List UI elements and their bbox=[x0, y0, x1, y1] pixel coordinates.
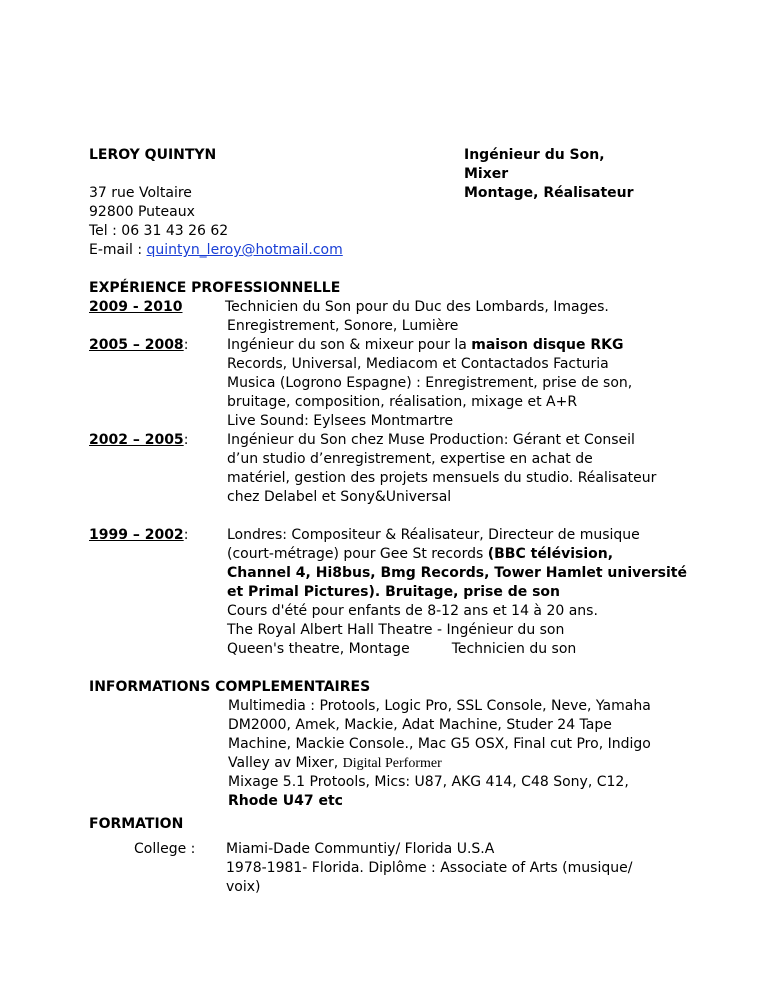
formation-label: College : bbox=[134, 841, 196, 857]
info-line-text: Valley av Mixer, bbox=[228, 755, 343, 771]
entry-date-wrap bbox=[89, 431, 188, 450]
email-line bbox=[89, 241, 343, 260]
entry-date-colon: : bbox=[183, 527, 189, 543]
formation-line: 1978-1981- Florida. Diplôme : Associate of Arts (musique/ bbox=[226, 860, 633, 876]
entry-date-colon: : bbox=[183, 432, 189, 448]
entry-line-text: Ingénieur du son & mixeur pour la bbox=[227, 337, 472, 353]
entry-date-wrap bbox=[89, 336, 188, 355]
entry-date-colon: : bbox=[183, 337, 189, 353]
entry-line: Ingénieur du Son chez Muse Production: Gérant et Conseil bbox=[227, 432, 635, 448]
entry-line-text: Technicien du son bbox=[451, 641, 577, 657]
entry-line bbox=[227, 640, 687, 659]
info-line: Rhode U47 etc bbox=[228, 793, 343, 809]
entry-line-text: Queen's theatre, Montage bbox=[227, 641, 410, 657]
experience-heading: EXPÉRIENCE PROFESSIONNELLE bbox=[89, 280, 341, 296]
entry-line: The Royal Albert Hall Theatre - Ingénieur du son bbox=[227, 622, 565, 638]
entry-line bbox=[227, 545, 687, 564]
entry-line: Londres: Compositeur & Réalisateur, Directeur de musique bbox=[227, 527, 640, 543]
formation-heading: FORMATION bbox=[89, 816, 184, 832]
info-heading: INFORMATIONS COMPLEMENTAIRES bbox=[89, 679, 371, 695]
info-line: DM2000, Amek, Mackie, Adat Machine, Studer 24 Tape bbox=[228, 717, 612, 733]
address-street: 37 rue Voltaire bbox=[89, 185, 192, 201]
entry-description bbox=[227, 526, 687, 659]
job-title-line-1: Ingénieur du Son, bbox=[464, 147, 605, 163]
entry-line: Musica (Logrono Espagne) : Enregistrement, prise de son, bbox=[227, 375, 633, 391]
entry-line: Live Sound: Eylsees Montmartre bbox=[227, 413, 454, 429]
info-body bbox=[228, 697, 651, 811]
formation-line: voix) bbox=[226, 879, 261, 895]
candidate-name: LEROY QUINTYN bbox=[89, 147, 217, 163]
info-line bbox=[228, 754, 651, 773]
job-title-line-3: Montage, Réalisateur bbox=[464, 185, 634, 201]
entry-line: Channel 4, Hi8bus, Bmg Records, Tower Hamlet université bbox=[227, 565, 687, 581]
phone-number: Tel : 06 31 43 26 62 bbox=[89, 223, 229, 239]
entry-line: Records, Universal, Mediacom et Contactados Facturia bbox=[227, 356, 609, 372]
entry-line bbox=[227, 336, 632, 355]
entry-line: et Primal Pictures). Bruitage, prise de son bbox=[227, 584, 560, 600]
entry-line: d’un studio d’enregistrement, expertise en achat de bbox=[227, 451, 593, 467]
info-line-serif: Digital Performer bbox=[342, 756, 442, 771]
entry-date: 1999 – 2002 bbox=[89, 527, 184, 543]
entry-line: bruitage, composition, réalisation, mixage et A+R bbox=[227, 394, 578, 410]
entry-date: 2002 – 2005 bbox=[89, 432, 184, 448]
email-link[interactable]: quintyn_leroy@hotmail.com bbox=[146, 242, 343, 258]
entry-description bbox=[227, 431, 656, 507]
entry-date: 2009 - 2010 bbox=[89, 299, 183, 315]
address-city: 92800 Puteaux bbox=[89, 204, 195, 220]
entry-line: Technicien du Son pour du Duc des Lombards, Images. bbox=[225, 299, 609, 315]
info-line: Machine, Mackie Console., Mac G5 OSX, Final cut Pro, Indigo bbox=[228, 736, 651, 752]
entry-line-text: (court-métrage) pour Gee St records bbox=[227, 546, 488, 562]
entry-line: Cours d'été pour enfants de 8-12 ans et 14 à 20 ans. bbox=[227, 603, 598, 619]
entry-description bbox=[225, 298, 609, 336]
entry-date: 2005 – 2008 bbox=[89, 337, 184, 353]
info-line: Multimedia : Protools, Logic Pro, SSL Console, Neve, Yamaha bbox=[228, 698, 651, 714]
entry-line: matériel, gestion des projets mensuels du studio. Réalisateur bbox=[227, 470, 657, 486]
formation-body bbox=[226, 840, 632, 897]
formation-line: Miami-Dade Communtiy/ Florida U.S.A bbox=[226, 841, 495, 857]
entry-line: Enregistrement, Sonore, Lumière bbox=[227, 318, 459, 334]
entry-line-bold: (BBC télévision, bbox=[487, 546, 614, 562]
entry-description bbox=[227, 336, 632, 431]
entry-line: chez Delabel et Sony&Universal bbox=[227, 489, 452, 505]
email-label: E-mail : bbox=[89, 242, 147, 258]
job-title-line-2: Mixer bbox=[464, 166, 509, 182]
entry-line-bold: maison disque RKG bbox=[471, 337, 624, 353]
info-line: Mixage 5.1 Protools, Mics: U87, AKG 414, C48 Sony, C12, bbox=[228, 774, 629, 790]
entry-date-wrap bbox=[89, 526, 188, 545]
